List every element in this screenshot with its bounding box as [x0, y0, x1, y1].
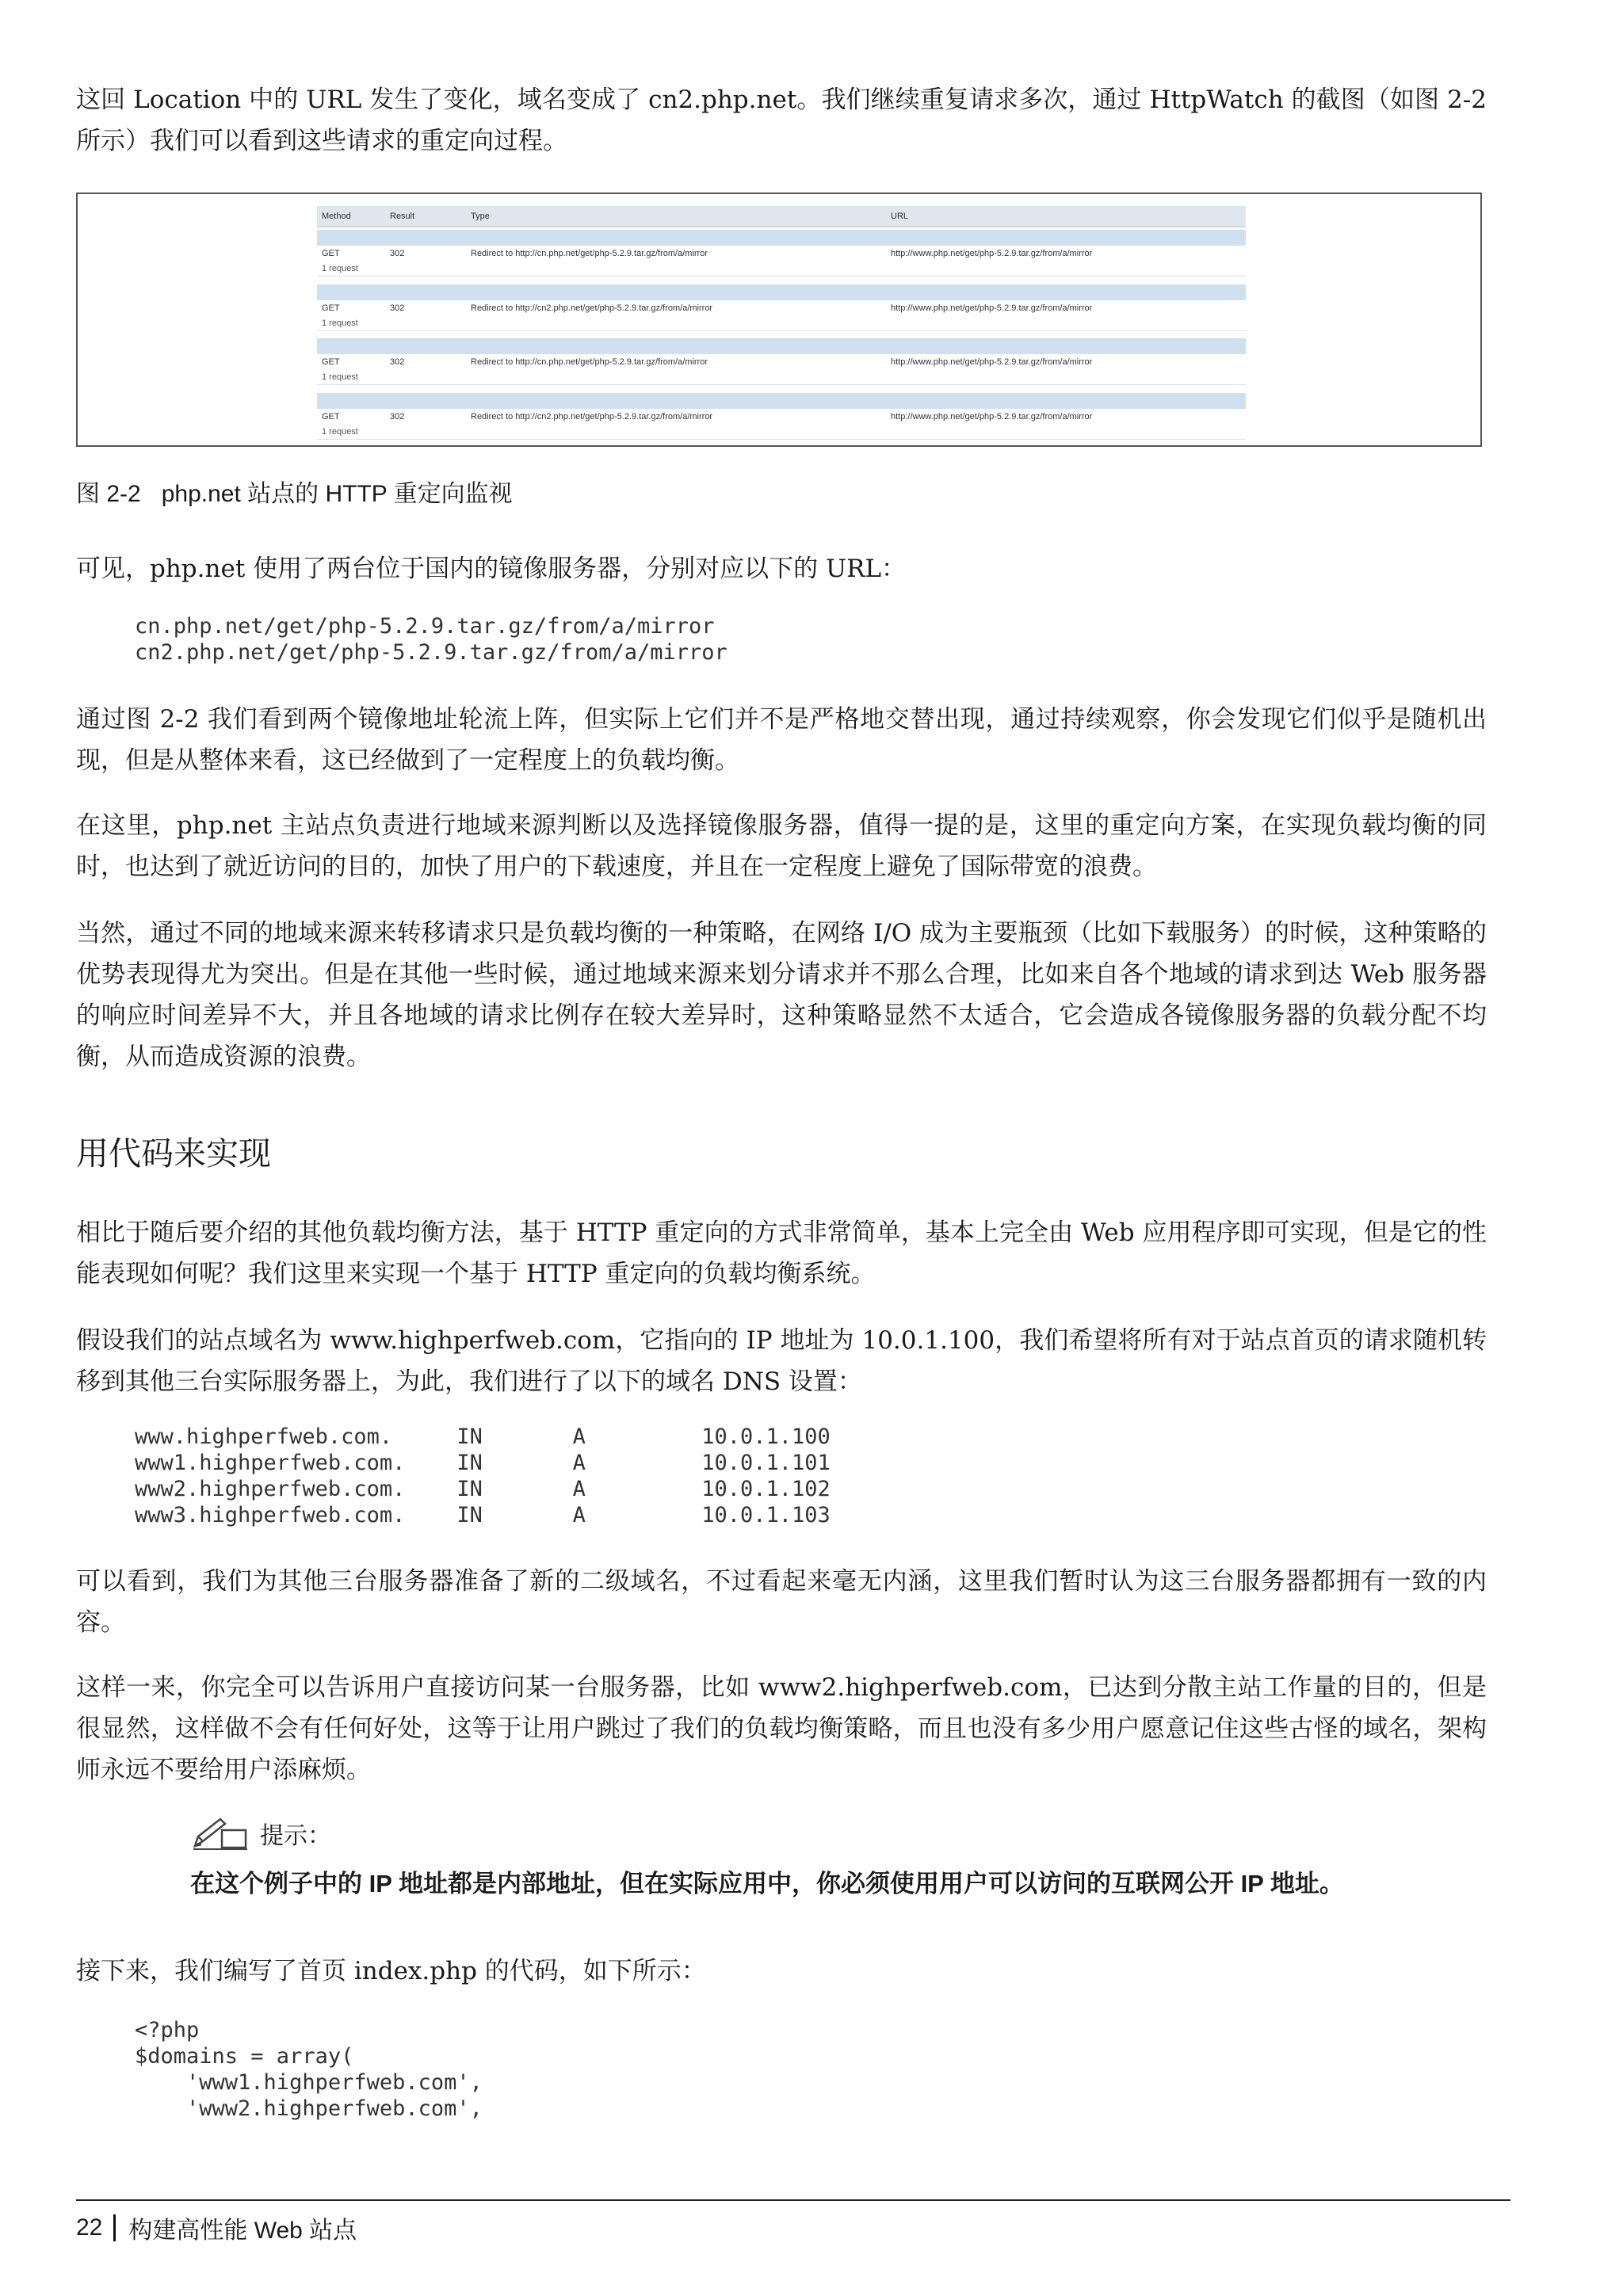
book-title: 构建高性能 Web 站点 — [128, 2218, 357, 2244]
cell-method: GET — [322, 411, 340, 421]
cell-method: GET — [322, 357, 340, 367]
code-dns-records: www.highperfweb.com. IN A 10.0.1.100 www1.highperfweb.com. IN A 10.0.1.101 www2.highperfweb.com. IN A 10.0.1.102 www3.highperfweb.com. IN A 10.0.1.103 — [135, 1425, 831, 1527]
column-header-type: Type — [471, 212, 490, 221]
cell-type: Redirect to http://cn2.php.net/get/php-5.2.9.tar.gz/from/a/mirror — [471, 411, 713, 421]
cell-result: 302 — [390, 411, 405, 421]
pencil-note-icon — [190, 1814, 254, 1852]
cell-type: Redirect to http://cn2.php.net/get/php-5.2.9.tar.gz/from/a/mirror — [471, 303, 713, 313]
column-header-result: Result — [390, 212, 415, 221]
page-number: 22 — [76, 2214, 103, 2241]
paragraph-index-code: 接下来，我们编写了首页 index.php 的代码，如下所示： — [76, 1957, 706, 1985]
section-heading: 用代码来实现 — [76, 1135, 271, 1172]
cell-method: GET — [322, 249, 340, 258]
request-row — [317, 300, 1246, 316]
request-row — [317, 354, 1246, 370]
page-footer — [76, 2210, 357, 2245]
tip-body: 在这个例子中的 IP 地址都是内部地址，但在实际应用中，你必须使用用户可以访问的互联网公开 IP 地址。 — [190, 1870, 1344, 1897]
column-header-url: URL — [891, 212, 909, 221]
group-band — [317, 284, 1246, 300]
code-php-index: <?php $domains = array( 'www1.highperfweb.com', 'www2.highperfweb.com', — [135, 2018, 483, 2121]
figure-caption-text: php.net 站点的 HTTP 重定向监视 — [161, 481, 513, 507]
paragraph-mirror-intro: 可见，php.net 使用了两台位于国内的镜像服务器，分别对应以下的 URL： — [76, 555, 907, 583]
group-band — [317, 230, 1246, 246]
paragraph-strategy: 当然，通过不同的地域来源来转移请求只是负载均衡的一种策略，在网络 I/O 成为主要瓶颈（比如下载服务）的时候，这种策略的优势表现得尤为突出。但是在其他一些时候，通过地域来源来划分请求并不那么合理，比如来自各个地域的请求到达 Web 服务器的响应时间差异不大，并且各地域的请求比例存在较大差异时，这种策略显然不太适合，它会造成各镜像服务器的负载分配不均衡，从而造成资源的浪费。 — [76, 919, 1487, 1071]
request-group — [317, 338, 1246, 391]
request-group — [317, 393, 1246, 445]
httpwatch-header-row — [317, 206, 1246, 227]
tip-title: 提示： — [260, 1823, 331, 1849]
paragraph-subdomains: 可以看到，我们为其他三台服务器准备了新的二级域名，不过看起来毫无内涵，这里我们暂时认为这三台服务器都拥有一致的内容。 — [76, 1567, 1487, 1637]
request-count: 1 request — [317, 316, 1246, 331]
paragraph-redirect-scheme: 在这里，php.net 主站点负责进行地域来源判断以及选择镜像服务器，值得一提的是，这里的重定向方案，在实现负载均衡的同时，也达到了就近访问的目的，加快了用户的下载速度，并且在一定程度上避免了国际带宽的浪费。 — [76, 811, 1487, 881]
cell-method: GET — [322, 303, 340, 313]
paragraph-direct-access: 这样一来，你完全可以告诉用户直接访问某一台服务器，比如 www2.highperfweb.com，已达到分散主站工作量的目的，但是很显然，这样做不会有任何好处，这等于让用户跳过了我们的负载均衡策略，而且也没有多少用户愿意记住这些古怪的域名，架构师永远不要给用户添麻烦。 — [76, 1673, 1487, 1784]
paragraph-domain-setup: 假设我们的站点域名为 www.highperfweb.com，它指向的 IP 地址为 10.0.1.100，我们希望将所有对于站点首页的请求随机转移到其他三台实际服务器上，为此，我们进行了以下的域名 DNS 设置： — [76, 1326, 1487, 1396]
request-group — [317, 230, 1246, 282]
group-band — [317, 393, 1246, 409]
tip-box — [190, 1814, 1490, 1901]
cell-url: http://www.php.net/get/php-5.2.9.tar.gz/from/a/mirror — [891, 249, 1093, 258]
footer-separator — [113, 2214, 116, 2241]
request-row — [317, 409, 1246, 425]
httpwatch-table — [317, 206, 1246, 444]
code-mirror-urls: cn.php.net/get/php-5.2.9.tar.gz/from/a/mirror cn2.php.net/get/php-5.2.9.tar.gz/from/a/mirror — [135, 614, 727, 665]
request-count: 1 request — [317, 370, 1246, 385]
request-count: 1 request — [317, 261, 1246, 277]
footer-rule — [76, 2199, 1510, 2201]
paragraph-location-change: 这回 Location 中的 URL 发生了变化，域名变成了 cn2.php.net。我们继续重复请求多次，通过 HttpWatch 的截图（如图 2-2 所示）我们可以看到这些请求的重定向过程。 — [76, 86, 1487, 155]
column-header-method: Method — [322, 212, 351, 221]
paragraph-load-balance: 通过图 2-2 我们看到两个镜像地址轮流上阵，但实际上它们并不是严格地交替出现，通过持续观察，你会发现它们似乎是随机出现，但是从整体来看，这已经做到了一定程度上的负载均衡。 — [76, 705, 1487, 775]
cell-type: Redirect to http://cn.php.net/get/php-5.2.9.tar.gz/from/a/mirror — [471, 357, 708, 367]
request-row — [317, 246, 1246, 261]
cell-result: 302 — [390, 303, 405, 313]
cell-url: http://www.php.net/get/php-5.2.9.tar.gz/from/a/mirror — [891, 411, 1093, 421]
request-count: 1 request — [317, 425, 1246, 440]
cell-url: http://www.php.net/get/php-5.2.9.tar.gz/from/a/mirror — [891, 357, 1093, 367]
group-band — [317, 338, 1246, 354]
tip-header — [190, 1814, 1490, 1852]
cell-result: 302 — [390, 357, 405, 367]
cell-type: Redirect to http://cn.php.net/get/php-5.2.9.tar.gz/from/a/mirror — [471, 249, 708, 258]
request-group — [317, 284, 1246, 337]
cell-result: 302 — [390, 249, 405, 258]
figure-caption — [76, 479, 513, 510]
cell-url: http://www.php.net/get/php-5.2.9.tar.gz/from/a/mirror — [891, 303, 1093, 313]
paragraph-http-redirect: 相比于随后要介绍的其他负载均衡方法，基于 HTTP 重定向的方式非常简单，基本上完全由 Web 应用程序即可实现，但是它的性能表现如何呢？我们这里来实现一个基于 HTTP 重定向的负载均衡系统。 — [76, 1219, 1487, 1288]
figure-caption-number: 图 2-2 — [76, 481, 141, 507]
